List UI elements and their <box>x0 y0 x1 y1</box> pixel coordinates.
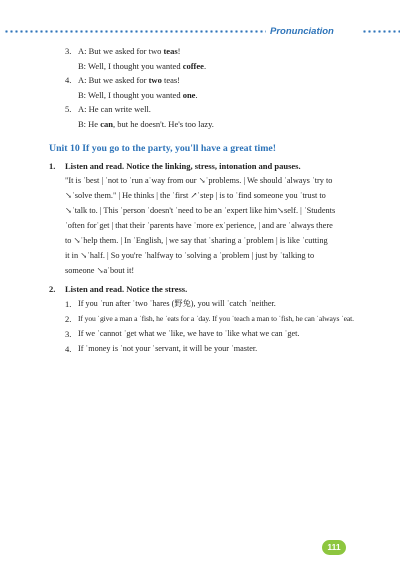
sentence-text: If you ˈrun after ˈtwo ˈhares (野兔), you will ˈcatch ˈneither. <box>78 299 276 308</box>
item-number: 5. <box>65 104 72 114</box>
dialogue-line-b: B: He can, but he doesn't. He's too lazy. <box>78 119 214 129</box>
sentence-number: 1. <box>65 299 72 309</box>
section-heading: Listen and read. Notice the stress. <box>65 284 188 294</box>
sentence-number: 3. <box>65 329 72 339</box>
sentence-number: 2. <box>65 314 72 324</box>
passage-line: to ↘ˈhelp them. | In ˈEnglish, | we say that ˈsharing a ˈproblem | is like ˈcutting <box>65 236 328 245</box>
header-title: Pronunciation <box>270 26 334 37</box>
dialogue-line-b: B: Well, I thought you wanted coffee. <box>78 61 207 71</box>
section-number: 2. <box>49 284 56 294</box>
sentence-text: If we ˈcannot ˈget what we ˈlike, we have to ˈlike what we can ˈget. <box>78 329 300 338</box>
dialogue-line-a: A: He can write well. <box>78 104 151 114</box>
passage-line: ˈoften forˈget | that their ˈparents have ˈmore exˈperience, | and are ˈalways there <box>65 221 333 230</box>
passage-line: it in ↘ˈhalf. | So you're ˈhalfway to ˈsolving a ˈproblem | just by ˈtalking to <box>65 251 315 260</box>
sentence-text: If you ˈgive a man a ˈfish, he ˈeats for a ˈday. If you ˈteach a man to ˈfish, he can ˈalways ˈeat. <box>78 314 354 323</box>
passage-line: someone ↘aˈbout it! <box>65 266 135 275</box>
sentence-number: 4. <box>65 344 72 354</box>
item-number: 3. <box>65 46 72 56</box>
unit-title: Unit 10 If you go to the party, you'll have a great time! <box>49 143 277 154</box>
sentence-text: If ˈmoney is ˈnot your ˈservant, it will be your ˈmaster. <box>78 344 258 353</box>
passage-line: "It is ˈbest | ˈnot to ˈrun aˈway from our ↘ˈproblems. | We should ˈalways ˈtry to <box>65 176 333 185</box>
passage-line: ↘ˈsolve them." | He thinks | the ˈfirst ↗ˈstep | is to ˈfind someone you ˈtrust to <box>65 191 326 200</box>
dialogue-line-a: A: But we asked for two teas! <box>78 46 181 56</box>
item-number: 4. <box>65 75 72 85</box>
dialogue-line-b: B: Well, I thought you wanted one. <box>78 90 198 100</box>
page-number-badge: 111 <box>322 540 346 555</box>
section-heading: Listen and read. Notice the linking, stress, intonation and pauses. <box>65 161 301 171</box>
dialogue-line-a: A: But we asked for two teas! <box>78 75 180 85</box>
passage-line: ↘ˈtalk to. | This ˈperson ˈdoesn't ˈneed to be an ˈexpert like him↘self. | ˈStudents <box>65 206 336 215</box>
section-number: 1. <box>49 161 56 171</box>
